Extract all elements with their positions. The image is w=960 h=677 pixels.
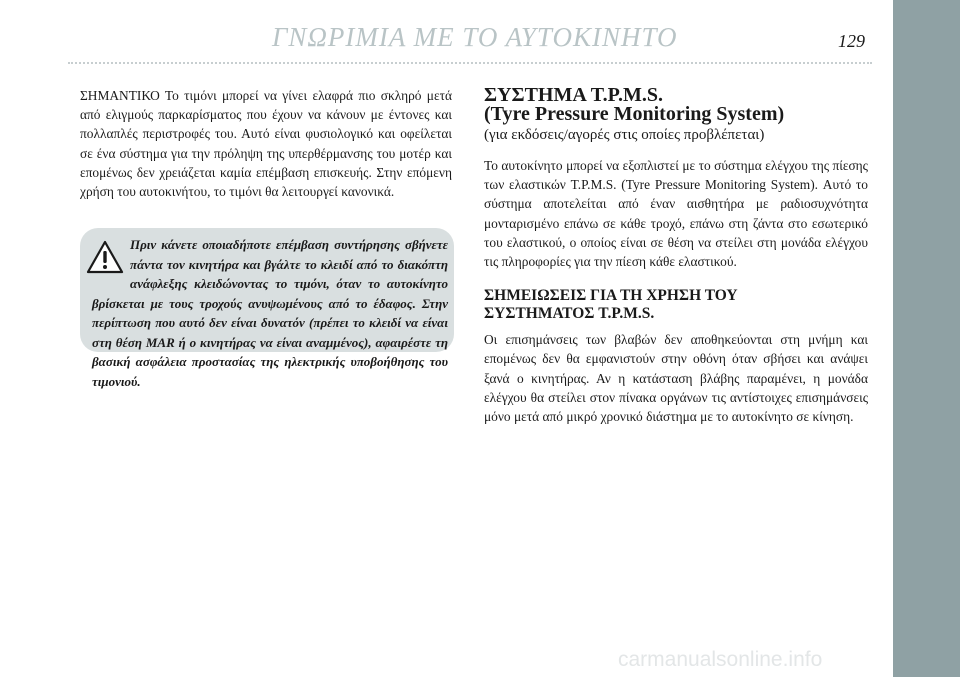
section-title-line2: (Tyre Pressure Monitoring System): [484, 103, 785, 125]
important-note-paragraph: ΣΗΜΑΝΤΙΚΟ Το τιμόνι μπορεί να γίνει ελαφρά πιο σκληρό μετά από ελιγμούς παρκαρίσματος που έχουν να κάνουν με έντονες και πολλαπλές περιστροφές του. Αυτό είναι φυσιολογικό και οφείλεται σε ένα σύστημα για την πρόληψη της υπερθέρμανσης του μοτέρ και επομένως δεν χρειάζεται καμία επέμβαση επισκευής. Στην επόμενη χρήση του αυτοκινήτου, το τιμόνι θα λειτουργεί κανονικά.: [80, 88, 452, 200]
right-column: [484, 86, 868, 426]
watermark: carmanualsonline.info: [618, 648, 823, 671]
warning-text-block: [92, 235, 448, 391]
section-title: [484, 86, 868, 124]
section-title-line1: ΣΥΣΤΗΜΑ T.P.M.S.: [484, 84, 663, 106]
page-number: 129: [838, 31, 865, 51]
tpms-notes-paragraph: Οι επισημάνσεις των βλαβών δεν αποθηκεύονται στη μνήμη και επομένως δεν θα εμφανιστούν στην οθόνη όταν σβήσει και ανάψει ξανά ο κινητήρας. Αν η κατάσταση βλάβης παραμένει, η μονάδα ελέγχου θα στείλει στον πίνακα οργάνων τις αντίστοιχες επισημάνσεις μόνο μετά από μικρό χρονικό διάστημα με το αυτοκίνητο σε κίνηση.: [484, 332, 868, 425]
tpms-intro-paragraph: Το αυτοκίνητο μπορεί να εξοπλιστεί με το σύστημα ελέγχου της πίεσης των ελαστικών T.P.M.S. (Tyre Pressure Monitoring System). Αυτό το σύστημα αποτελείται από έναν αισθητήρα με ραδιοσυχνότητα μονταρισμένο επάνω σε κάθε τροχό, επάνω στη ζάντα στο εσωτερικό του ελαστικού, ο οποίος είναι σε θέση να στείλει στη μονάδα ελέγχου τις πληροφορίες για την πίεση κάθε ελαστικού.: [484, 158, 868, 270]
chapter-title: ΓΝΩΡΙΜΙΑ ΜΕ ΤΟ ΑΥΤΟΚΙΝΗΤΟ: [272, 22, 678, 52]
header-divider: [68, 62, 872, 64]
notes-heading: [484, 287, 868, 323]
warning-text: Πριν κάνετε οποιαδήποτε επέμβαση συντήρησης σβήνετε πάντα τον κινητήρα και βγάλτε το κλειδί από το διακόπτη ανάφλεξης κλειδώνοντας το τιμόνι, όταν το αυτοκίνητο βρίσκεται με τους τροχούς ανυψωμένους από το έδαφος. Στην περίπτωση που αυτό δεν είναι δυνατόν (πρέπει το κλειδί να είναι στη θέση MAR ή ο κινητήρας να είναι αναμμένος), αφαιρέστε τη βασική ασφάλεια προστασίας της ηλεκτρικής υποβοήθησης του τιμονιού.: [92, 237, 448, 389]
left-column: [80, 86, 452, 201]
notes-heading-line2: ΣΥΣΤΗΜΑΤΟΣ T.P.M.S.: [484, 305, 655, 323]
side-tab-strip: [893, 0, 960, 677]
section-subtitle: (για εκδόσεις/αγορές στις οποίες προβλέπεται): [484, 127, 765, 143]
notes-heading-line1: ΣΗΜΕΙΩΣΕΙΣ ΓΙΑ ΤΗ ΧΡΗΣΗ ΤΟΥ: [484, 287, 738, 305]
